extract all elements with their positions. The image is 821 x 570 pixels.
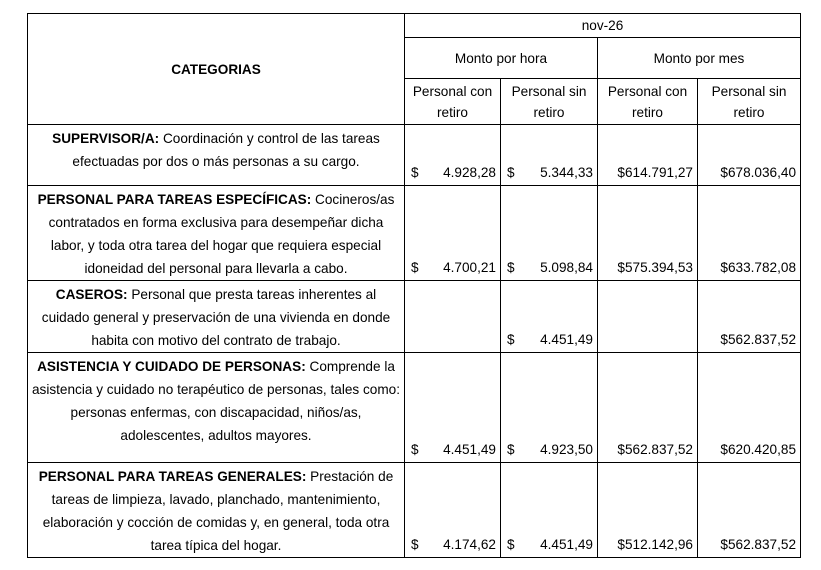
- hora-sin-retiro-header: Personal sin retiro: [501, 79, 598, 125]
- mes-sin-retiro-cell: $633.782,08: [698, 186, 801, 281]
- category-cell: [28, 281, 405, 353]
- hora-sin-retiro-cell: [501, 125, 598, 186]
- mes-con-retiro-cell: $512.142,96: [598, 463, 698, 558]
- amount: 4.923,50: [540, 442, 593, 457]
- amount: 4.451,49: [540, 332, 593, 347]
- currency-symbol: $: [411, 165, 419, 180]
- category-title: ASISTENCIA Y CUIDADO DE PERSONAS:: [37, 359, 306, 374]
- currency-symbol: $: [507, 537, 515, 552]
- currency-symbol: $: [507, 165, 515, 180]
- amount: 5.098,84: [540, 260, 593, 275]
- mes-sin-retiro-cell: $620.420,85: [698, 353, 801, 463]
- mes-con-retiro-header: Personal con retiro: [598, 79, 698, 125]
- category-description: Comprende la asistencia y cuidado no terapéutico de personas, tales como: personas enfermas, con discapacidad, niños/as, adolescentes, adultos mayores.: [31, 359, 400, 443]
- table-row: [28, 353, 801, 463]
- monto-hora-header: Monto por hora: [405, 38, 598, 79]
- mes-sin-retiro-cell: $562.837,52: [698, 463, 801, 558]
- hora-con-retiro-cell: [405, 463, 501, 558]
- category-description: Coordinación y control de las tareas efectuadas por dos o más personas a su cargo.: [72, 131, 380, 169]
- amount: 4.700,21: [443, 260, 496, 275]
- category-description: Cocineros/as contratados en forma exclusiva para desempeñar dicha labor, y toda otra tarea del hogar que requiera especial idoneidad del personal para llevarla a cabo.: [48, 192, 395, 276]
- period-header: nov-26: [405, 14, 801, 38]
- currency-symbol: $: [507, 332, 515, 347]
- category-description: Prestación de tareas de limpieza, lavado, planchado, mantenimiento, elaboración y cocción de comidas y, en general, toda otra tarea típica del hogar.: [42, 469, 394, 553]
- mes-con-retiro-cell: $614.791,27: [598, 125, 698, 186]
- hora-con-retiro-cell: [405, 125, 501, 186]
- amount: 4.928,28: [443, 165, 496, 180]
- hora-sin-retiro-cell: [501, 353, 598, 463]
- currency-symbol: $: [507, 442, 515, 457]
- hora-con-retiro-header: Personal con retiro: [405, 79, 501, 125]
- category-title: PERSONAL PARA TAREAS ESPECÍFICAS:: [37, 192, 312, 207]
- hora-con-retiro-cell: [405, 353, 501, 463]
- category-cell: [28, 125, 405, 186]
- hora-sin-retiro-cell: [501, 281, 598, 353]
- mes-con-retiro-cell: [598, 281, 698, 353]
- table-row: [28, 463, 801, 558]
- category-description: Personal que presta tareas inherentes al cuidado general y preservación de una vivienda en donde habita con motivo del contrato de trabajo.: [41, 287, 391, 348]
- hora-con-retiro-cell: [405, 186, 501, 281]
- category-title: CASEROS:: [55, 287, 128, 302]
- amount: 4.451,49: [540, 537, 593, 552]
- category-cell: [28, 186, 405, 281]
- mes-sin-retiro-cell: $562.837,52: [698, 281, 801, 353]
- mes-sin-retiro-cell: $678.036,40: [698, 125, 801, 186]
- hora-sin-retiro-cell: [501, 186, 598, 281]
- category-cell: [28, 463, 405, 558]
- table-row: [28, 281, 801, 353]
- table-row: [28, 125, 801, 186]
- mes-con-retiro-cell: $562.837,52: [598, 353, 698, 463]
- mes-sin-retiro-header: Personal sin retiro: [698, 79, 801, 125]
- amount: 5.344,33: [540, 165, 593, 180]
- currency-symbol: $: [411, 260, 419, 275]
- hora-con-retiro-cell: [405, 281, 501, 353]
- mes-con-retiro-cell: $575.394,53: [598, 186, 698, 281]
- currency-symbol: $: [411, 537, 419, 552]
- monto-mes-header: Monto por mes: [598, 38, 801, 79]
- category-cell: [28, 353, 405, 463]
- salary-table: [27, 13, 801, 558]
- categorias-header: CATEGORIAS: [28, 14, 405, 125]
- hora-sin-retiro-cell: [501, 463, 598, 558]
- amount: 4.451,49: [443, 442, 496, 457]
- table-row: [28, 186, 801, 281]
- currency-symbol: $: [411, 442, 419, 457]
- category-title: PERSONAL PARA TAREAS GENERALES:: [38, 469, 307, 484]
- amount: 4.174,62: [443, 537, 496, 552]
- currency-symbol: $: [507, 260, 515, 275]
- category-title: SUPERVISOR/A:: [52, 131, 160, 146]
